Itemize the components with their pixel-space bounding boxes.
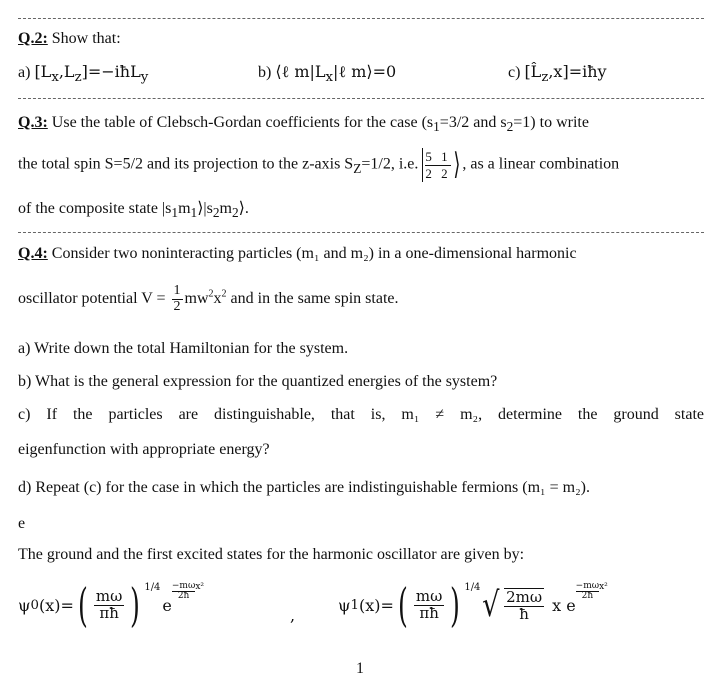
separator-q3-q4 — [18, 232, 704, 233]
psi0-arg: (x)= — [39, 595, 74, 615]
q3-line-2 — [18, 148, 704, 182]
sqrt-frac — [504, 588, 544, 623]
q3-m1-index: 1 — [190, 205, 198, 221]
q3-s1-val: =3/2 and s — [439, 114, 507, 131]
q3-s1-sub: 1 — [433, 119, 440, 135]
page-number: 1 — [356, 660, 364, 677]
q3-line-1 — [18, 114, 704, 135]
sq-2: 2 — [221, 288, 227, 300]
psi1-formula — [338, 578, 608, 632]
psi1-symbol: ψ — [338, 595, 351, 615]
q3-text-2: the total spin S=5/2 and its projection to the z-axis S — [18, 155, 354, 173]
ket-bar — [422, 148, 423, 182]
psi1-den: πħ — [419, 603, 439, 622]
q3-title: Q.3: — [18, 114, 48, 131]
psi1-sub: 1 — [350, 597, 360, 613]
psi0-sub: 0 — [30, 597, 40, 613]
psi0-exp-num: −mω — [171, 581, 196, 591]
psi1-power: 1/4 — [464, 582, 481, 593]
q4-text-2-post: and in the same spin state. — [230, 289, 399, 307]
q2-a-expr: [L — [34, 62, 52, 81]
q2-b-expr: ⟨ℓ m|L — [275, 62, 326, 81]
psi1-exp — [576, 582, 599, 601]
q4-part-d: d) Repeat (c) for the case in which the particles are indistinguishable fermions (m₁ = m₂). — [18, 479, 590, 496]
sqrt-radical-icon: √ — [482, 585, 500, 626]
q2-a-rhs: ]=−iħL — [81, 62, 141, 81]
q2-title: Q.2: — [18, 30, 48, 47]
q2-c-label: c) — [508, 64, 521, 81]
psi0-e: e — [162, 595, 172, 615]
q3-ket — [422, 148, 462, 182]
q2-a-sub3: y — [140, 70, 149, 86]
q3-s2-index: 2 — [212, 205, 220, 221]
psi0-lparen: ( — [77, 578, 88, 632]
psi1-xe: x e — [552, 595, 576, 615]
q2-a-sub2: z — [74, 70, 82, 86]
half-denominator: 2 — [173, 298, 181, 314]
q2-c-sub: z — [541, 70, 549, 86]
q3-z-sub: Z — [353, 160, 362, 176]
q4-line-2 — [18, 284, 704, 314]
q2-a-label: a) — [18, 64, 31, 81]
psi0-den: πħ — [99, 603, 119, 622]
q2-b-rhs: |ℓ m⟩=0 — [333, 62, 397, 81]
half-numerator: 1 — [173, 283, 181, 298]
q2-a-expression — [34, 62, 149, 86]
sq-1: 2 — [208, 288, 214, 300]
psi0-symbol: ψ — [18, 595, 31, 615]
q3-text-3-mid: ⟩|s — [197, 200, 213, 217]
q2-c-expr: [L̂ — [524, 62, 542, 81]
q3-text-2-mid: =1/2, i.e. — [361, 155, 419, 173]
q3-s2-val: =1) to write — [513, 114, 589, 131]
q4-mw: mw — [184, 289, 209, 307]
q3-text-3-m: m — [178, 200, 191, 217]
q4-text-1: Consider two noninteracting particles (m₁ and m₂) in a one-dimensional harmonic — [51, 245, 577, 262]
q2-b-label: b) — [258, 64, 272, 81]
q3-line-3 — [18, 198, 704, 221]
q2-part-b — [258, 62, 396, 85]
q3-s2-sub: 2 — [506, 119, 514, 135]
q4-part-e: e — [18, 515, 26, 532]
q3-text-3: of the composite state |s — [18, 200, 172, 217]
q4-part-c-line2: eigenfunction with appropriate energy? — [18, 441, 270, 458]
q2-a-sub1: x — [51, 70, 59, 86]
q3-text-1: Use the table of Clebsch-Gordan coefficients for the case (s — [51, 114, 434, 131]
separator-q2-q3 — [18, 98, 704, 99]
q4-part-b: b) What is the general expression for the quantized energies of the system? — [18, 373, 498, 390]
psi0-formula — [18, 578, 204, 632]
psi0-exp — [172, 582, 195, 601]
q3-text-2-post: , as a linear combination — [462, 155, 620, 173]
psi1-frac — [414, 586, 444, 622]
psi0-rparen: ) — [130, 578, 141, 632]
sqrt-num: 2mω — [506, 587, 543, 606]
ket-top: 5 1 — [425, 148, 451, 164]
q4-part-a: a) Write down the total Hamiltonian for the system. — [18, 340, 349, 357]
q2-b-expression — [275, 62, 397, 86]
psi1-arg: (x)= — [359, 595, 394, 615]
q2-c-expression — [524, 62, 607, 86]
formula-separator: , — [290, 606, 296, 625]
q2-part-a — [18, 62, 148, 85]
q4-given: The ground and the first excited states for the harmonic oscillator are given by: — [18, 546, 525, 563]
q3-s1-index: 1 — [171, 205, 179, 221]
psi0-exp-x2: x² — [195, 582, 204, 592]
psi1-rparen: ) — [450, 578, 461, 632]
q2-heading — [18, 30, 704, 48]
psi0-power: 1/4 — [144, 582, 161, 593]
wavefunctions — [18, 578, 704, 638]
q3-text-3-close: ⟩. — [238, 200, 249, 217]
q3-text-3-m2: m — [219, 200, 232, 217]
q2-part-c — [508, 62, 607, 85]
q4-title: Q.4: — [18, 245, 48, 262]
q4-part-c-line1: c) If the particles are distinguishable, that is, m₁ ≠ m₂, determine the ground state — [18, 406, 704, 423]
q2-c-rhs: ,x]=iħy — [548, 62, 607, 81]
psi1-exp-num: −mω — [575, 581, 600, 591]
sqrt-den: ħ — [519, 604, 529, 623]
q3-m2-index: 2 — [231, 205, 239, 221]
separator-top — [18, 18, 704, 19]
psi1-num: mω — [415, 586, 443, 605]
psi1-exp-den: 2ħ — [581, 591, 594, 601]
psi1-sqrt — [480, 585, 546, 626]
q2-intro: Show that: — [51, 30, 121, 47]
ket-bottom: 2 2 — [425, 165, 451, 181]
ket-angle: ⟩ — [452, 148, 460, 181]
one-half-fraction — [172, 284, 183, 314]
psi1-lparen: ( — [397, 578, 408, 632]
q4-line-1 — [18, 245, 704, 263]
psi0-exp-den: 2ħ — [177, 591, 190, 601]
q2-a-mid: ,L — [58, 62, 75, 81]
ket-fraction — [425, 149, 450, 181]
q4-x: x — [213, 289, 222, 307]
psi0-num: mω — [95, 586, 123, 605]
psi1-exp-x2: x² — [599, 582, 608, 592]
q4-text-2: oscillator potential V = — [18, 289, 166, 307]
q2-b-sub: x — [325, 70, 334, 86]
psi0-frac — [94, 586, 124, 622]
